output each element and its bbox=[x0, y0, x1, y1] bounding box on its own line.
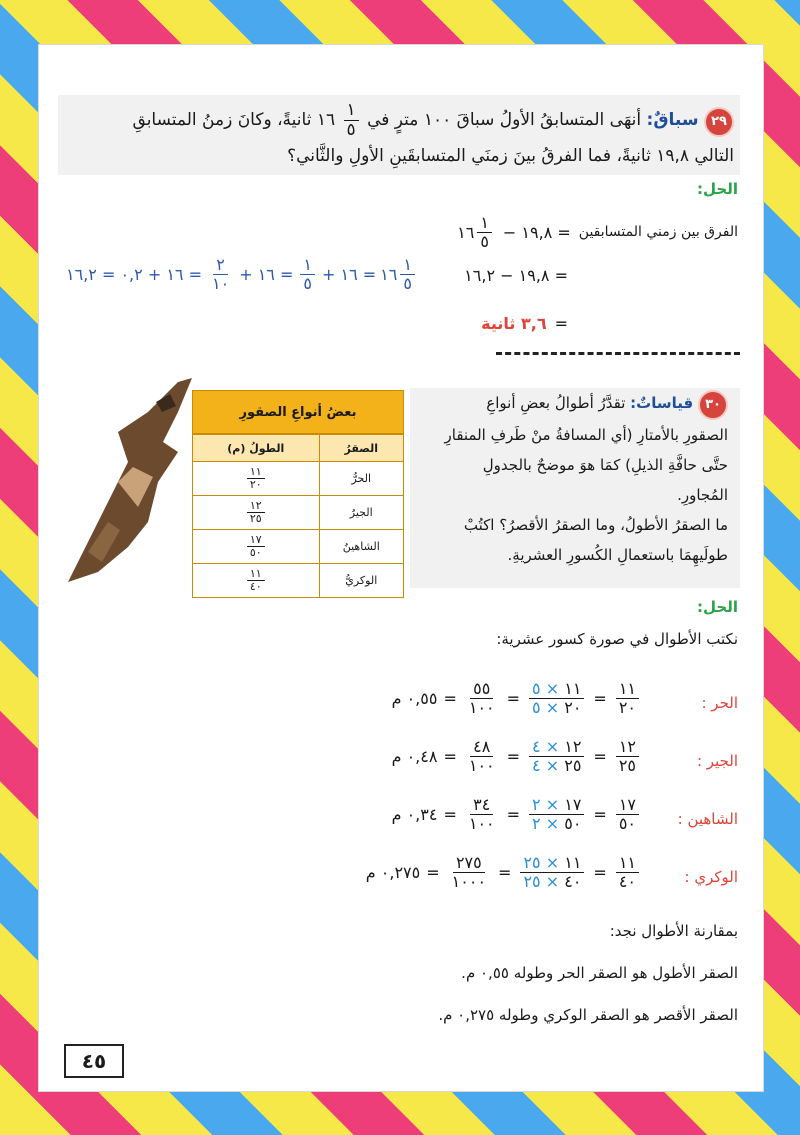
problem-29-badge: ٢٩ bbox=[704, 107, 734, 137]
problem-30-box bbox=[410, 388, 740, 588]
row-label-shaheen: الشاهين : bbox=[677, 810, 738, 828]
page-number: ٤٥ bbox=[64, 1044, 124, 1078]
solution-30-label: الحل: bbox=[697, 598, 738, 616]
problem-29-text: ٢٩ سباقٌ: أنهَى المتسابقُ الأولُ سباقَ ١٠٠ مترٍ في $\frac{١}{٥}$ ١٦ ثانيةً، وكانَ زمنُ المتسابقِ التالي ١٩,٨ ثانيةً، فما الفرقُ بينَ زمنَي المتسابقَينِ الأولِ والثَّاني؟ bbox=[132, 100, 734, 167]
table-row: الشاهينُ $\frac{١٧}{٥٠}$ bbox=[193, 530, 404, 564]
table-header-row bbox=[193, 435, 404, 462]
row-label-wakri: الوكري : bbox=[684, 868, 738, 886]
falcon-table bbox=[192, 390, 404, 593]
problem-30-line: الصقورِ بالأمتارِ (أي المسافةُ منْ طَرفِ المنقارِ bbox=[444, 426, 728, 444]
table-title: بعضُ أنواعِ الصقورِ bbox=[192, 390, 404, 434]
table-row: الجيرُ $\frac{١٢}{٢٥}$ bbox=[193, 496, 404, 530]
conversion-row: $\frac{١٧}{٥٠}$ = $\frac{١٧ \times ٢}{٥٠ \times ٢}$ = $\frac{٣٤}{١٠٠}$ = ٠,٣٤ م bbox=[392, 796, 642, 832]
problem-30-badge: ٣٠ bbox=[698, 390, 728, 420]
solution-29-step2-left: = ١٩,٨ − ١٦,٢ bbox=[464, 266, 568, 285]
table-row: الوكريُّ $\frac{١١}{٤٠}$ bbox=[193, 564, 404, 598]
problem-30-title: قياساتٌ: bbox=[630, 394, 694, 412]
table-col-name: الصقرُ bbox=[319, 435, 403, 462]
problem-30-line: طولَيهِمَا باستعمالِ الكُسورِ العشريةِ. bbox=[507, 546, 728, 564]
conversion-row: $\frac{١١}{٢٠}$ = $\frac{١١ \times ٥}{٢٠ \times ٥}$ = $\frac{٥٥}{١٠٠}$ = ٠,٥٥ م bbox=[392, 680, 642, 716]
compare-text: بمقارنة الأطوال نجد: bbox=[609, 922, 738, 940]
section-divider bbox=[496, 352, 740, 355]
problem-30-line: ما الصقرُ الأطولُ، وما الصقرُ الأقصرُ؟ اكتُبْ bbox=[463, 516, 728, 534]
problem-29-line2: التالي ١٩,٨ ثانيةً، فما الفرقُ بينَ زمنَي المتسابقَينِ الأولِ والثَّاني؟ bbox=[287, 146, 734, 167]
problem-29-fraction: $\frac{١}{٥}$ bbox=[344, 101, 359, 139]
conversion-row: $\frac{١٢}{٢٥}$ = $\frac{١٢ \times ٤}{٢٥ \times ٤}$ = $\frac{٤٨}{١٠٠}$ = ٠,٤٨ م bbox=[392, 738, 642, 774]
problem-29-line1: أنهَى المتسابقُ الأولُ سباقَ ١٠٠ مترٍ في bbox=[367, 110, 642, 131]
solution-29-step3: = ٣,٦ ثانية bbox=[481, 314, 568, 333]
solution-29-step2-right: $\frac{١}{٥}$ ١٦ = ١٦ + $\frac{١}{٥}$ = ١٦ + $\frac{٢}{١٠}$ = ١٦ + ٠,٢ = ١٦,٢ bbox=[62, 256, 418, 292]
problem-30-line: المُجاورِ. bbox=[677, 486, 728, 504]
table-row: الحرُّ $\frac{١١}{٢٠}$ bbox=[193, 462, 404, 496]
problem-30-line: ٣٠ قياساتٌ: تقدَّرُ أطوالُ بعضِ أنواعِ bbox=[410, 388, 740, 420]
solution-29-answer: ٣,٦ ثانية bbox=[481, 314, 547, 333]
solution-30-intro: نكتب الأطوال في صورة كسور عشرية: bbox=[496, 630, 738, 648]
row-label-hurr: الحر : bbox=[701, 694, 738, 712]
falcon-image bbox=[58, 372, 198, 594]
solution-29-step1: الفرق بين زمني المتسابقين = ١٩,٨ − $\frac{١}{٥}$ ١٦ bbox=[457, 213, 738, 251]
solution-29-label: الحل: bbox=[697, 180, 738, 198]
problem-29-title: سباقٌ: bbox=[646, 110, 699, 131]
table-col-length: الطولُ (م) bbox=[193, 435, 320, 462]
row-label-jeer: الجير : bbox=[696, 752, 738, 770]
problem-30-line: حتَّى حافَّةِ الذيلِ) كمَا هوَ موضحٌ بالجدولِ bbox=[482, 456, 728, 474]
conversion-row: $\frac{١١}{٤٠}$ = $\frac{١١ \times ٢٥}{٤٠ \times ٢٥}$ = $\frac{٢٧٥}{١٠٠٠}$ = ٠,٢٧٥ م bbox=[366, 854, 642, 890]
problem-29-box bbox=[58, 95, 740, 175]
longest-text: الصقر الأطول هو الصقر الحر وطوله ٠,٥٥ م. bbox=[461, 964, 738, 982]
shortest-text: الصقر الأقصر هو الصقر الوكري وطوله ٠,٢٧٥ م. bbox=[438, 1006, 738, 1024]
